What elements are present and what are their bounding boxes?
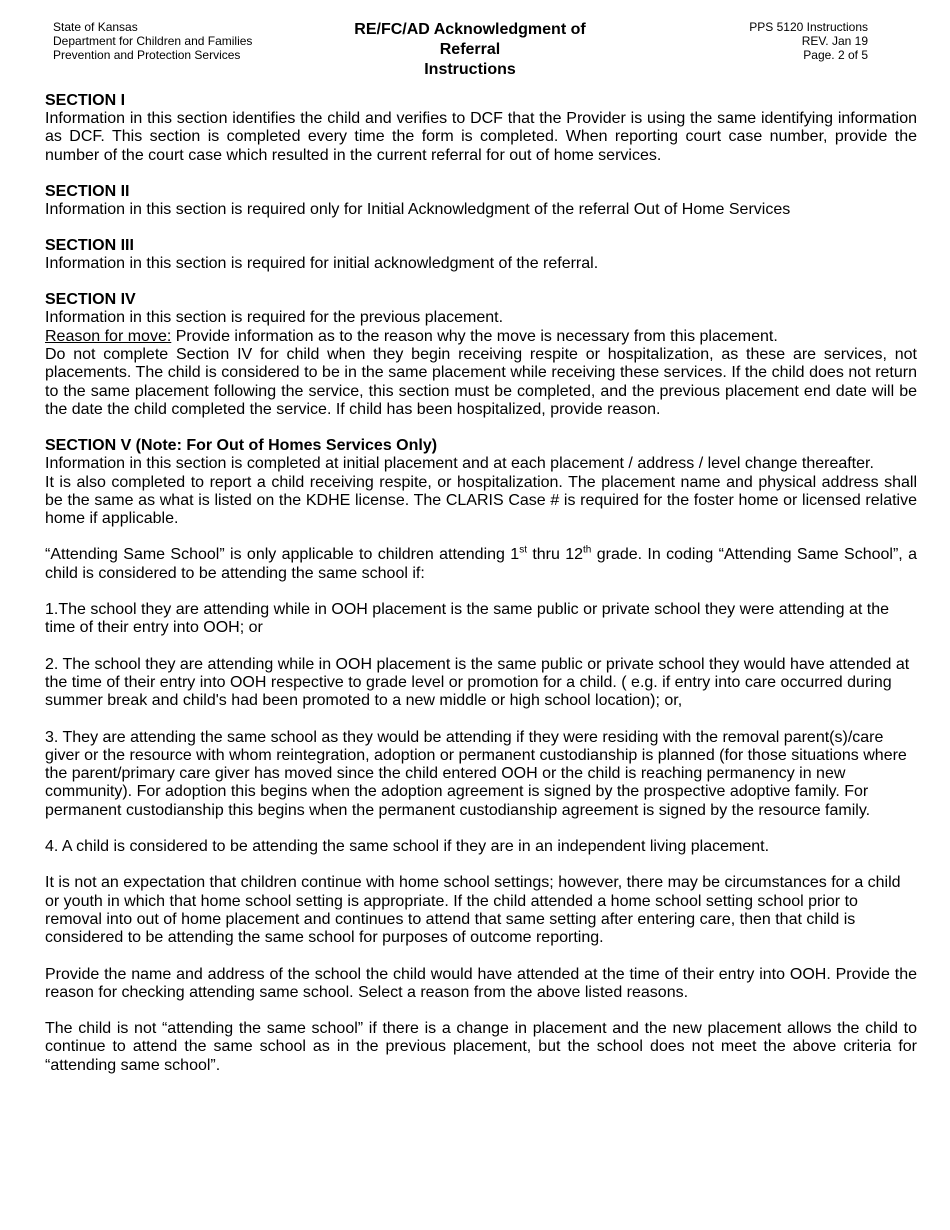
- agency-department: Department for Children and Families: [53, 34, 253, 48]
- section-4-text-2: Do not complete Section IV for child when they begin receiving respite or hospitalization, as these are services, not placements. The child is considered to be in the same placement while receiving these services. If the child does not return to the same placement following the service, this section must be completed, and the previous placement end date will be the date the child completed the service. If child has been hospitalized, provide reason.: [45, 346, 917, 418]
- title-line-2: Referral: [439, 41, 501, 58]
- title-line-3: Instructions: [424, 61, 516, 78]
- page-number: Page. 2 of 5: [803, 48, 868, 62]
- section-5-text-1: Information in this section is completed at initial placement and at each placement / address / level change thereafter.: [45, 455, 874, 473]
- not-same-school-paragraph: The child is not “attending the same school” if there is a change in placement and the new placement allows the child to continue to attend the same school as in the previous placement, but the school does not meet the above criteria for “attending same school”.: [45, 1020, 917, 1074]
- section-2-title: SECTION II: [45, 182, 130, 200]
- form-info-block: [749, 20, 868, 62]
- reason-for-move-label: Reason for move:: [45, 327, 172, 345]
- section-5: [45, 437, 917, 528]
- criteria-item-2: 2. The school they are attending while in OOH placement is the same public or private school they would have attended at the time of their entry into OOH respective to grade level or promotion for a child. ( e.g. if entry into care occurred during summer break and child's had been promoted to a new middle or high school location); or,: [45, 655, 910, 710]
- section-1-title: SECTION I: [45, 92, 126, 109]
- provide-school-paragraph: Provide the name and address of the school the child would have attended at the time of their entry into OOH. Provide the reason for checking attending same school. Select a reason from the above listed reasons.: [45, 965, 917, 1001]
- form-number: PPS 5120 Instructions: [749, 20, 868, 34]
- document-body: [45, 92, 917, 1075]
- section-4-reason: [45, 328, 917, 346]
- home-school-paragraph: It is not an expectation that children continue with home school settings; however, there may be circumstances for a child or youth in which that home school setting is appropriate. If the child attended a home school setting school prior to removal into out of home placement and continues to attend that same setting after entering care, then that child is considered to be attending the same school for purposes of outcome reporting.: [45, 874, 901, 947]
- document-title: [320, 20, 620, 80]
- section-5-text-2: It is also completed to report a child receiving respite, or hospitalization. The placement name and physical address shall be the same as what is listed on the KDHE license. The CLARIS Case # is required for the foster home or licensed relative home if applicable.: [45, 473, 917, 528]
- intro-part-b: thru 12: [526, 546, 584, 564]
- revision-date: REV. Jan 19: [801, 34, 868, 48]
- section-2-text: Information in this section is required only for Initial Acknowledgment of the referral Out of Home Services: [45, 200, 791, 218]
- intro-part-c: grade. In coding “Attending Same School”, a child is considered to be attending the same school if:: [45, 546, 917, 582]
- title-line-1: RE/FC/AD Acknowledgment of: [354, 21, 586, 38]
- reason-for-move-text: Provide information as to the reason why the move is necessary from this placement.: [171, 327, 778, 345]
- section-4-text-1: Information in this section is required for the previous placement.: [45, 309, 504, 327]
- agency-block: [53, 20, 252, 62]
- criteria-item-1: 1.The school they are attending while in OOH placement is the same public or private school they were attending at the time of their entry into OOH; or: [45, 601, 890, 637]
- section-1: [45, 92, 917, 165]
- criteria-item-4: 4. A child is considered to be attending the same school if they are in an independent living placement.: [45, 838, 770, 856]
- agency-division: Prevention and Protection Services: [53, 48, 241, 62]
- intro-sup-1: st: [519, 545, 527, 557]
- intro-sup-2: th: [583, 545, 592, 557]
- section-1-text: Information in this section identifies the child and verifies to DCF that the Provider is using the same identifying information as DCF. This section is completed every time the form is completed. When reporting court case number, provide the number of the court case which resulted in the current referral for out of home services.: [45, 110, 917, 164]
- section-3-text: Information in this section is required for initial acknowledgment of the referral.: [45, 255, 599, 273]
- intro-part-a: “Attending Same School” is only applicable to children attending 1: [45, 546, 520, 564]
- criteria-item-3: 3. They are attending the same school as they would be attending if they were residing with the removal parent(s)/care giver or the resource with whom reintegration, adoption or permanent custodianship is planned (for those situations where the parent/primary care giver has moved since the child entered OOH or the child is reaching permanency in new community). For adoption this begins when the adoption agreement is signed by the prospective adoptive family. For permanent custodianship this begins when the permanent custodianship agreement is signed by the resource family.: [45, 728, 907, 819]
- section-4-title: SECTION IV: [45, 291, 136, 309]
- section-5-title: SECTION V (Note: For Out of Homes Services Only): [45, 437, 438, 455]
- section-4: [45, 291, 917, 419]
- section-3-title: SECTION III: [45, 237, 134, 255]
- attending-same-school-intro: [45, 546, 917, 583]
- section-2: [45, 183, 917, 219]
- agency-state: State of Kansas: [53, 20, 138, 34]
- section-3: [45, 237, 917, 273]
